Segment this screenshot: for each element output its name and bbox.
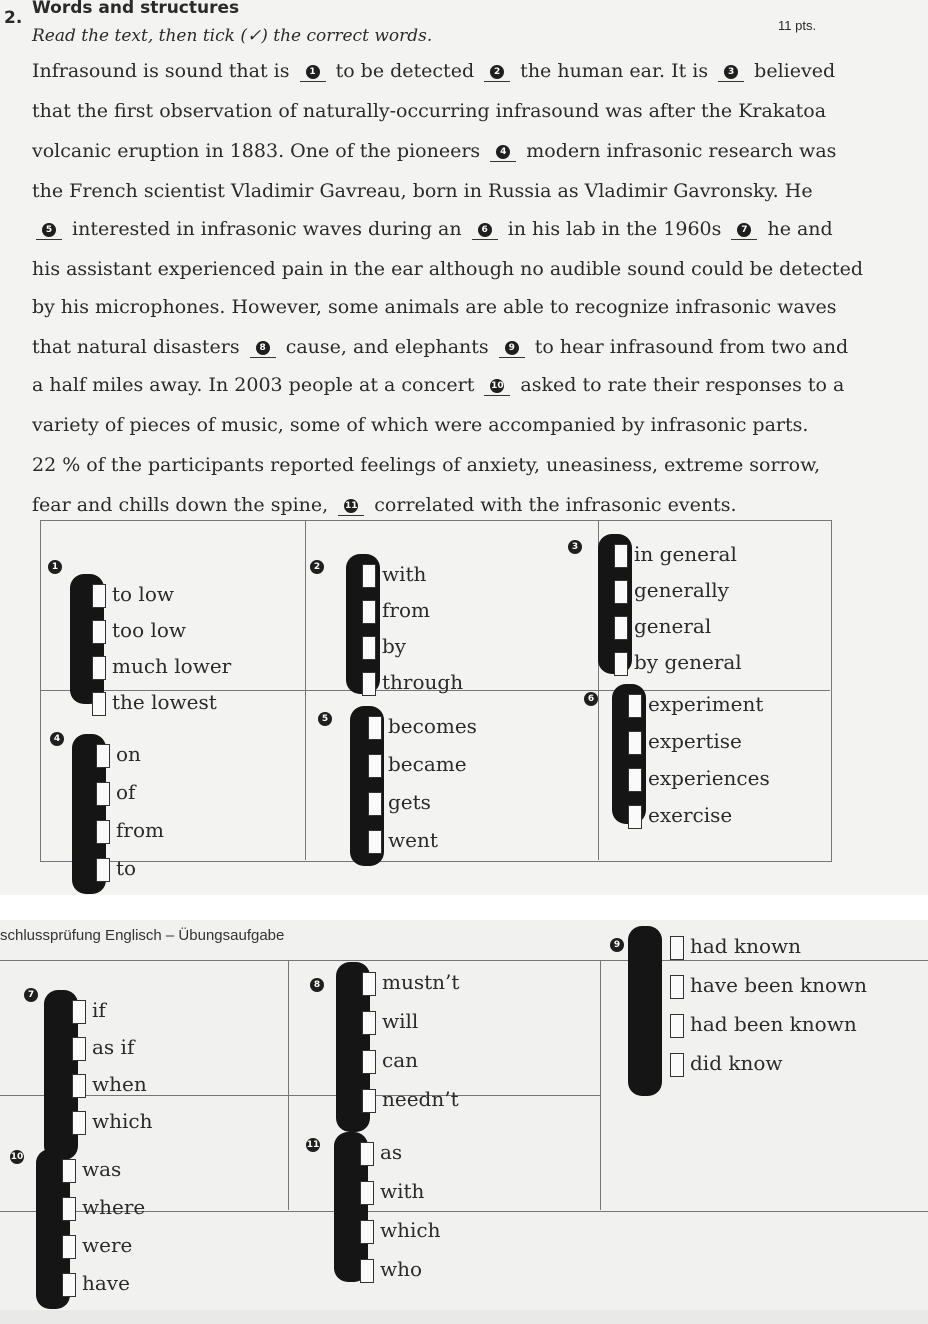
choice-option[interactable]: exercise [648,803,733,827]
gap-number-badge: 3 [724,65,738,79]
choice-option[interactable]: can [382,1048,419,1072]
choice-option[interactable]: experiences [648,766,770,790]
choice-option[interactable]: by general [634,650,742,674]
choice-option[interactable]: have [82,1271,130,1295]
choice-number-badge: 10 [10,1152,24,1162]
text-line [32,336,848,358]
gap-number-badge: 1 [306,65,320,79]
choice-option[interactable]: who [380,1257,423,1281]
tick-box[interactable] [62,1159,76,1183]
tick-box[interactable] [368,830,382,854]
choice-option[interactable]: became [388,752,467,776]
choice-option[interactable]: will [382,1009,419,1033]
choice-number-badge: 6 [584,692,598,706]
choice-option[interactable]: to [116,856,137,880]
choice-option[interactable]: of [116,780,136,804]
tick-box[interactable] [362,1089,376,1113]
text-line [32,140,836,162]
tick-box[interactable] [628,805,642,829]
tick-box[interactable] [362,972,376,996]
choice-option[interactable]: from [116,818,164,842]
choice-option[interactable]: general [634,614,712,638]
tick-box[interactable] [72,1111,86,1135]
text-segment: volcanic eruption in 1883. One of the pioneers [32,140,487,162]
gap-blank [731,220,757,240]
text-segment: the human ear. It is [514,60,715,82]
tick-box[interactable] [360,1220,374,1244]
text-line [32,414,808,436]
tick-box[interactable] [628,768,642,792]
gap-number-badge: 7 [737,223,751,237]
gap-blank [300,62,326,82]
tick-box[interactable] [614,616,628,640]
choice-option[interactable]: as [380,1140,403,1164]
choice-number-badge: 1 [48,560,62,574]
tick-box[interactable] [362,600,376,624]
text-segment: asked to rate their responses to a [514,374,845,396]
choice-option[interactable]: had been known [690,1012,857,1036]
gap-blank [718,62,744,82]
tick-box[interactable] [92,584,106,608]
choice-number-badge: 3 [568,540,582,554]
text-line [32,374,844,396]
choice-option[interactable]: have been known [690,973,868,997]
text-line [32,494,737,516]
gap-blank [36,220,62,240]
choice-option[interactable]: when [92,1072,147,1096]
tick-box[interactable] [362,564,376,588]
choice-option[interactable]: much lower [112,654,232,678]
choice-option[interactable]: with [380,1179,425,1203]
text-segment: in his lab in the 1960s [501,218,728,240]
gap-number-badge: 6 [478,223,492,237]
choice-option[interactable]: through [382,670,464,694]
tick-box[interactable] [96,858,110,882]
redaction-marker [628,926,662,1096]
text-segment: his assistant experienced pain in the ear although no audible sound could be detected [32,258,864,280]
choice-option[interactable]: too low [112,618,187,642]
tick-box[interactable] [72,1000,86,1024]
text-segment: Infrasound is sound that is [32,60,296,82]
tick-box[interactable] [614,544,628,568]
tick-box[interactable] [670,1014,684,1038]
points-label: 11 pts. [778,18,817,33]
tick-box[interactable] [362,672,376,696]
choice-option[interactable]: experiment [648,692,764,716]
tick-box[interactable] [62,1273,76,1297]
choice-option[interactable]: which [92,1109,153,1133]
tick-box[interactable] [670,1053,684,1077]
tick-box[interactable] [368,792,382,816]
choice-number-badge: 9 [610,938,624,952]
section-number: 2. [4,8,23,28]
choice-option[interactable]: expertise [648,729,742,753]
choice-option[interactable]: on [116,742,141,766]
text-segment: a half miles away. In 2003 people at a concert [32,374,481,396]
gap-number-badge: 10 [491,381,504,391]
choice-option[interactable]: to low [112,582,174,606]
tick-box[interactable] [92,620,106,644]
text-segment: fear and chills down the spine, [32,494,335,516]
tick-box[interactable] [96,782,110,806]
choice-option[interactable]: generally [634,578,729,602]
tick-box[interactable] [72,1037,86,1061]
choice-number-badge: 11 [306,1140,320,1150]
text-segment: to hear infrasound from two and [528,336,849,358]
tick-box[interactable] [362,1011,376,1035]
tick-box[interactable] [96,744,110,768]
choice-option[interactable]: in general [634,542,737,566]
tick-box[interactable] [360,1181,374,1205]
choice-option[interactable]: needn’t [382,1087,459,1111]
choice-option[interactable]: where [82,1195,146,1219]
choice-number-badge: 7 [24,988,38,1002]
choice-option[interactable]: with [382,562,427,586]
tick-box[interactable] [368,716,382,740]
choice-option[interactable]: the lowest [112,690,217,714]
gap-number-badge: 11 [344,501,358,511]
text-line [32,258,863,280]
text-line [32,180,813,202]
tick-box[interactable] [628,694,642,718]
choice-number-badge: 2 [310,560,324,574]
gap-number-badge: 2 [490,65,504,79]
text-segment: to be detected [329,60,481,82]
gap-blank [484,62,510,82]
gap-blank [499,338,525,358]
choice-option[interactable]: by [382,634,407,658]
tick-box[interactable] [614,652,628,676]
tick-box[interactable] [670,936,684,960]
tick-box[interactable] [614,580,628,604]
choice-number-badge: 5 [318,712,332,726]
photo-seam [0,895,928,920]
tick-box[interactable] [62,1197,76,1221]
text-segment: modern infrasonic research was [520,140,837,162]
choice-option[interactable]: was [82,1157,122,1181]
choice-option[interactable]: as if [92,1035,135,1059]
text-segment: 22 % of the participants reported feelings of anxiety, uneasiness, extreme sorrow, [32,454,821,476]
gap-number-badge: 4 [496,145,510,159]
tick-box[interactable] [670,975,684,999]
choice-number-badge: 8 [310,978,324,992]
choice-option[interactable]: which [380,1218,441,1242]
section-title: Words and structures [32,0,240,18]
gap-blank [250,338,276,358]
text-segment: variety of pieces of music, some of which were accompanied by infrasonic parts. [32,414,809,436]
tick-box[interactable] [362,636,376,660]
text-segment: believed [748,60,836,82]
instruction-text: Read the text, then tick (✓) the correct words. [32,26,433,46]
choice-option[interactable]: becomes [388,714,477,738]
choice-option[interactable]: went [388,828,438,852]
tick-box[interactable] [92,656,106,680]
choice-option[interactable]: from [382,598,430,622]
gap-blank [338,496,364,516]
tick-box[interactable] [92,692,106,716]
tick-box[interactable] [362,1050,376,1074]
footer-label: schlussprüfung Englisch – Übungsaufgabe [0,927,285,944]
text-line [32,454,820,476]
gap-number-badge: 8 [256,341,270,355]
text-segment: the French scientist Vladimir Gavreau, born in Russia as Vladimir Gavronsky. He [32,180,813,202]
gap-blank [490,142,516,162]
tick-box[interactable] [62,1235,76,1259]
choice-option[interactable]: had known [690,934,802,958]
tick-box[interactable] [628,731,642,755]
gap-blank [472,220,498,240]
gap-blank [484,376,510,396]
tick-box[interactable] [360,1142,374,1166]
text-segment: that the first observation of naturally-occurring infrasound was after the Krakatoa [32,100,827,122]
choice-option[interactable]: gets [388,790,431,814]
text-segment: interested in infrasonic waves during an [66,218,468,240]
text-line [32,60,835,82]
text-segment: that natural disasters [32,336,246,358]
choice-option[interactable]: mustn’t [382,970,460,994]
choice-option[interactable]: were [82,1233,133,1257]
choice-option[interactable]: if [92,998,106,1022]
text-segment: he and [761,218,833,240]
text-line [32,218,833,240]
tick-box[interactable] [368,754,382,778]
tick-box[interactable] [72,1074,86,1098]
text-segment: by his microphones. However, some animals are able to recognize infrasonic waves [32,296,837,318]
text-segment: cause, and elephants [279,336,495,358]
gap-number-badge: 9 [505,341,519,355]
text-line [32,296,836,318]
choice-option[interactable]: did know [690,1051,783,1075]
tick-box[interactable] [96,820,110,844]
tick-box[interactable] [360,1259,374,1283]
text-segment: correlated with the infrasonic events. [368,494,737,516]
gap-number-badge: 5 [42,223,56,237]
choice-number-badge: 4 [50,732,64,746]
text-line [32,100,826,122]
